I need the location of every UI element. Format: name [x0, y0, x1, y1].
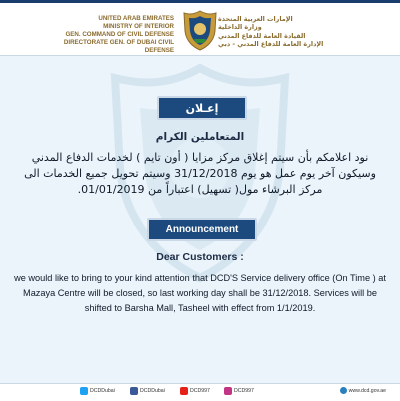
header-english-text: [34, 15, 174, 55]
arabic-title: إعـلان: [185, 101, 219, 115]
header-en-line: UNITED ARAB EMIRATES: [98, 15, 174, 22]
globe-icon: [340, 387, 347, 394]
social-label: DCD997: [190, 388, 210, 394]
youtube-icon: [180, 387, 188, 395]
social-instagram[interactable]: [224, 387, 254, 395]
header-ar-line: الإمارات العربية المتحدة: [218, 15, 293, 23]
arabic-notice-body: نود اعلامكم بأن سيتم إغلاق مركز مزايا ( أون تايم ) لخدمات الدفاع المدني وسيكون آخر يوم عمل هو يوم 31/12/2018 وسيتم تحويل جميع الخدمات الى مركز البرشاء مول( تسهيل) اعتباراً من 01/01/2019.: [24, 151, 376, 196]
website-url: www.dcd.gov.ae: [348, 387, 386, 394]
social-facebook[interactable]: [130, 387, 165, 395]
header-ar-line: القيادة العامة للدفاع المدني: [218, 31, 306, 40]
social-youtube[interactable]: [180, 387, 210, 395]
header-arabic-text: [218, 15, 368, 49]
announcement-title-badge: [147, 218, 257, 241]
twitter-icon: [80, 387, 88, 395]
english-greeting: Dear Customers :: [156, 251, 244, 263]
instagram-icon: [224, 387, 232, 395]
header-en-line: MINISTRY OF INTERIOR: [103, 23, 174, 30]
website-link[interactable]: [340, 387, 386, 394]
header-en-line: DIRECTORATE GEN. OF DUBAI CIVIL DEFENSE: [63, 39, 174, 54]
page-header: [0, 3, 400, 56]
civil-defense-emblem: [180, 9, 220, 51]
social-label: DCD997: [234, 388, 254, 394]
header-en-line: GEN. COMMAND OF CIVIL DEFENSE: [65, 31, 174, 38]
english-notice-body: we would like to bring to your kind attention that DCD'S Service delivery office (On Time ) at Mazaya Centre will be closed, so last working day shall be 31/12/2018. Services will be shifted to Barsha Mall, Tasheel with effect from 1/1/2019.: [14, 273, 386, 313]
facebook-icon: [130, 387, 138, 395]
page-footer: [0, 383, 400, 401]
header-ar-line: وزارة الداخلية: [218, 23, 262, 32]
social-label: DCDDubai: [140, 388, 165, 394]
arabic-title-badge: [157, 96, 247, 120]
social-label: DCDDubai: [90, 388, 115, 394]
announcement-title: Announcement: [165, 224, 239, 235]
social-twitter[interactable]: [80, 387, 115, 395]
arabic-greeting: المتعاملين الكرام: [155, 131, 245, 143]
header-ar-line: الإدارة العامة للدفاع المدني - دبي: [218, 40, 324, 49]
